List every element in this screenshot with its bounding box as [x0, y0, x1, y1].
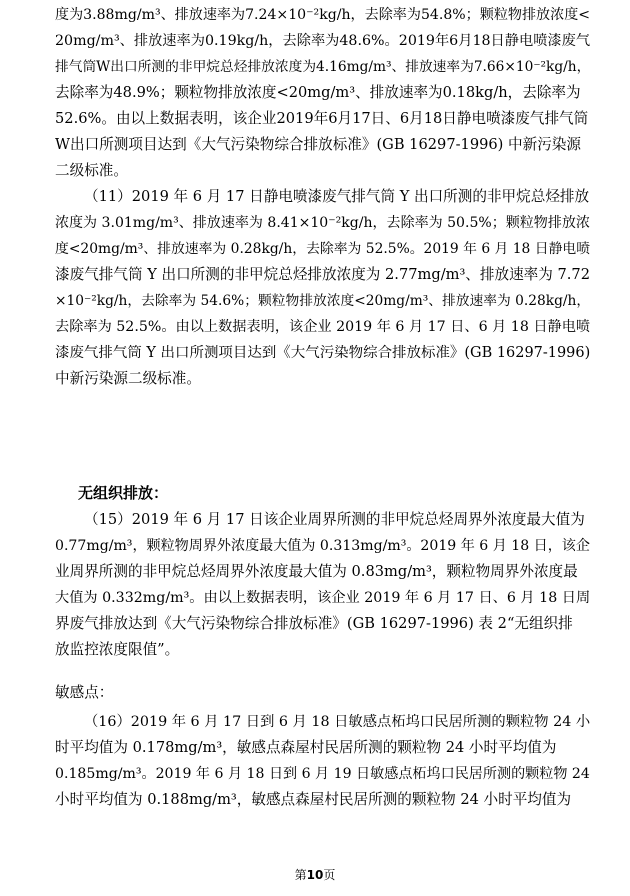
section-heading: 无组织排放：: [78, 484, 169, 502]
text-line: （11）2019 年 6 月 17 日静电喷漆废气排气筒 Y 出口所测的非甲烷总烃排放: [84, 188, 590, 205]
text-line: 排气筒W出口所测的非甲烷总烃排放浓度为4.16mg/m³、排放速率为7.66×10⁻²kg/h，: [55, 59, 591, 75]
text-line: 0.185mg/m³。2019 年 6 月 18 日到 6 月 19 日敏感点柘坞口民居所测的颗粒物 24: [55, 766, 590, 782]
text-line: 放监控浓度限值”。: [55, 641, 180, 658]
text-line: 漆废气排气筒 Y 出口所测的非甲烷总烃排放浓度为 2.77mg/m³、排放速率为 7.72: [55, 266, 590, 283]
text-line: （15）2019 年 6 月 17 日该企业周界所测的非甲烷总烃周界外浓度最大值为: [84, 511, 585, 528]
page-footer: [0, 867, 630, 883]
page-number: 10: [306, 868, 324, 882]
text-line: ×10⁻²kg/h，去除率为 54.6%；颗粒物排放浓度<20mg/m³、排放速率为 0.28kg/h，: [55, 293, 591, 309]
text-line: 度为3.88mg/m³、排放速率为7.24×10⁻²kg/h，去除率为54.8%；颗粒物排放浓度<: [55, 7, 591, 23]
text-line: 去除率为48.9%；颗粒物排放浓度<20mg/m³、排放速率为0.18kg/h，去除率为: [55, 84, 581, 101]
text-line: 0.77mg/m³，颗粒物周界外浓度最大值为 0.313mg/m³。2019 年 6 月 18 日，该企: [55, 538, 590, 554]
text-line: 小时平均值为 0.188mg/m³，敏感点森屋村民居所测的颗粒物 24 小时平均值为: [55, 791, 572, 808]
text-line: W出口所测项目达到《大气污染物综合排放标准》(GB 16297-1996) 中新污染源: [55, 136, 581, 153]
text-line: 漆废气排气筒 Y 出口所测项目达到《大气污染物综合排放标准》(GB 16297-1996): [55, 345, 591, 361]
text-line: 浓度为 3.01mg/m³、排放速率为 8.41×10⁻²kg/h，去除率为 50.5%；颗粒物排放浓: [55, 215, 590, 231]
text-line: 中新污染源二级标准。: [55, 370, 201, 387]
text-line: 大值为 0.332mg/m³。由以上数据表明，该企业 2019 年 6 月 17 日、6 月 18 日周: [55, 590, 591, 606]
text-line: （16）2019 年 6 月 17 日到 6 月 18 日敏感点柘坞口民居所测的颗粒物 24 小: [84, 714, 591, 730]
text-line: 二级标准。: [55, 162, 128, 179]
text-line: 度<20mg/m³、排放速率为 0.28kg/h，去除率为 52.5%。2019 年 6 月 18 日静电喷: [55, 241, 591, 257]
text-line: 52.6%。由以上数据表明，该企业2019年6月17日、6月18日静电喷漆废气排气筒: [55, 110, 589, 127]
text-line: 界废气排放达到《大气污染物综合排放标准》(GB 16297-1996) 表 2“无组织排: [55, 615, 573, 632]
text-line: 20mg/m³、排放速率为0.19kg/h，去除率为48.6%。2019年6月18日静电喷漆废气: [55, 33, 591, 49]
text-line: 业周界所测的非甲烷总烃周界外浓度最大值为 0.83mg/m³，颗粒物周界外浓度最: [55, 563, 578, 580]
page-prefix: 第: [294, 868, 307, 882]
text-line: 时平均值为 0.178mg/m³，敏感点森屋村民居所测的颗粒物 24 小时平均值为: [55, 739, 557, 756]
text-line: 去除率为 52.5%。由以上数据表明，该企业 2019 年 6 月 17 日、6 月 18 日静电喷: [55, 319, 591, 335]
subheading-sensitive-points: 敏感点：: [55, 684, 114, 701]
page-suffix: 页: [323, 868, 336, 882]
